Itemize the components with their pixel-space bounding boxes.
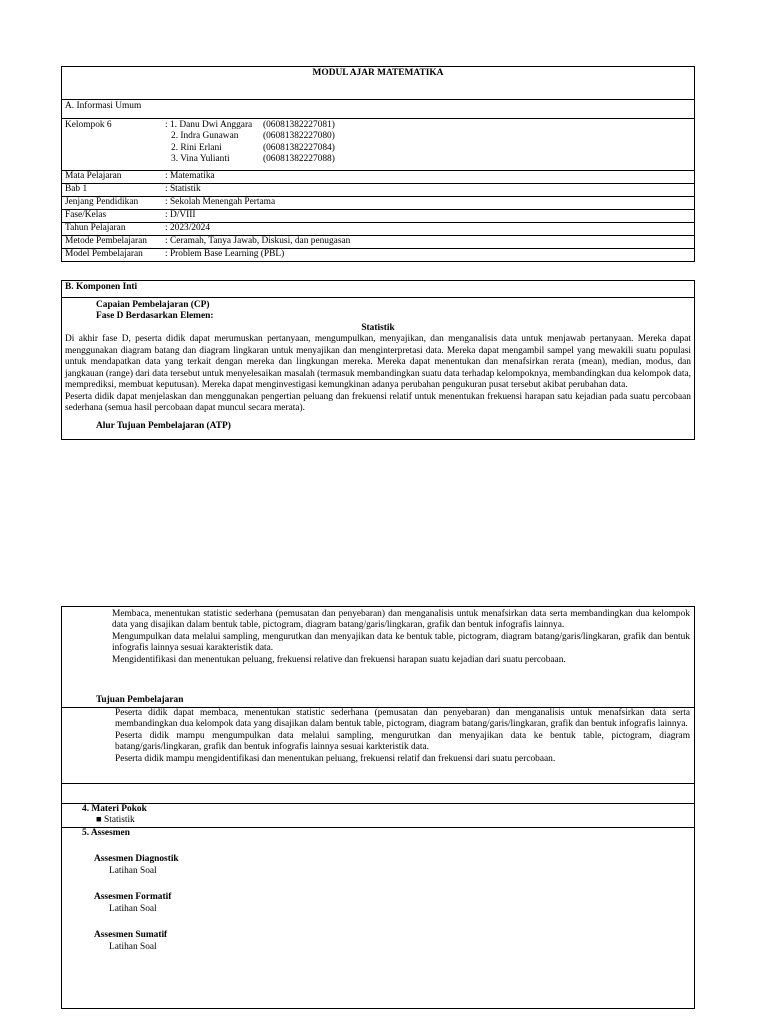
member-name: 2. Indra Gunawan — [171, 131, 239, 142]
asesmen-formatif — [82, 892, 694, 915]
asesmen-sumatif — [82, 930, 694, 953]
member-name: 2. Rini Erlani — [171, 142, 222, 153]
asesmen-diagnostik-title: Assesmen Diagnostik — [94, 854, 179, 865]
info-key: Jenjang Pendidikan — [65, 197, 139, 208]
info-value: : Ceramah, Tanya Jawab, Diskusi, dan penugasan — [165, 236, 351, 247]
info-row-metode — [62, 235, 694, 248]
info-value: : Statistik — [165, 184, 201, 195]
atp-title: Alur Tujuan Pembelajaran (ATP) — [96, 420, 231, 431]
cp-subtitle: Fase D Berdasarkan Elemen: — [96, 311, 214, 322]
info-key: Bab 1 — [65, 184, 88, 195]
tp-title-row — [62, 695, 694, 707]
info-key: Fase/Kelas — [65, 210, 107, 221]
member-4 — [165, 154, 335, 165]
info-row-fase-kelas — [62, 209, 694, 222]
info-key: Tahun Pelajaran — [65, 223, 126, 234]
atp-row — [62, 607, 694, 695]
asesmen-formatif-detail: Latihan Soal — [109, 903, 157, 914]
info-key: Model Pembelajaran — [65, 249, 143, 260]
asesmen-diagnostik-detail: Latihan Soal — [109, 865, 157, 876]
info-key: Mata Pelajaran — [65, 171, 122, 182]
asesmen-title: 5. Assesmen — [82, 828, 130, 838]
info-row-model — [62, 248, 694, 261]
tp-item: Peserta didik mampu mengumpulkan data melalui sampling, mengurutkan dan menyajikan data ke bentuk table, pictogram, diagram batang/garis/lingkaran, grafik dan bentuk infografis lainnya sesuai karkteristik data. — [115, 730, 690, 753]
cp-paragraph-2: Peserta didik dapat menjelaskan dan menggunakan pengertian peluang dan frekuensi relatif untuk menentukan frekuensi harapan satu kejadian pada suatu percobaan sederhana (semua hasil percobaan dapat muncul secara merata). — [65, 391, 691, 414]
atp-table — [61, 606, 695, 1009]
komponen-inti-table — [61, 280, 695, 440]
asesmen-formatif-title: Assesmen Formatif — [94, 892, 172, 903]
tp-item: Peserta didik mampu mengidentifikasi dan menentukan peluang, frekuensi relatif dan frekuensi dari suatu percobaan. — [115, 753, 556, 764]
section-b-row — [62, 281, 694, 297]
info-row-tahun — [62, 222, 694, 235]
info-row-mata-pelajaran — [62, 170, 694, 183]
asesmen-sumatif-detail: Latihan Soal — [109, 941, 157, 952]
cp-paragraph-1: Di akhir fase D, peserta didik dapat merumuskan pertanyaan, mengumpulkan, menyajikan, dan menganalisis data untuk menjawab pertanyaan. Mereka dapat menggunakan diagram batang dan diagram lingkaran untuk menyajikan dan menginterpretasi data. Mereka dapat mengambil sampel yang mewakili suatu populasi untuk mendapatkan data yang terkait dengan mereka dan lingkungan mereka. Mereka dapat menentukan dan menafsirkan rerata (mean), median, modus, dan jangkauan (range) dari data tersebut untuk menyelesaikan masalah (termasuk membandingkan suatu data terhadap kelompoknya, membandingkan dua kelompok data, memprediksi, membuat keputusan). Mereka dapat menginvestigasi kemungkinan adanya perubahan pengukuran pusat tersebut akibat perubahan data. — [65, 334, 691, 391]
member-name: : 1. Danu Dwi Anggara — [165, 120, 253, 130]
info-value: : Sekolah Menengah Pertama — [165, 197, 276, 208]
spacer-row — [62, 783, 694, 803]
statistik-heading: Statistik — [361, 322, 395, 333]
asesmen-sumatif-title: Assesmen Sumatif — [94, 930, 168, 941]
info-key: Metode Pembelajaran — [65, 236, 147, 247]
module-title: MODUL AJAR MATEMATIKA — [312, 68, 444, 78]
info-value: : Problem Base Learning (PBL) — [165, 249, 285, 260]
section-b-heading: B. Komponen Inti — [65, 282, 138, 292]
asesmen-row — [62, 827, 694, 1005]
section-a-row — [62, 99, 694, 118]
member-name: 3. Vina Yulianti — [171, 154, 230, 165]
materi-title: 4. Materi Pokok — [82, 804, 147, 814]
materi-row — [62, 803, 694, 827]
member-id: (06081382227088) — [263, 154, 335, 165]
member-3 — [165, 143, 335, 154]
cp-content — [62, 297, 694, 439]
kelompok-members — [165, 119, 335, 170]
kelompok-label: Kelompok 6 — [65, 120, 112, 130]
cp-title: Capaian Pembelajaran (CP) — [96, 300, 210, 310]
materi-item: ■ Statistik — [96, 815, 135, 826]
atp-item: Membaca, menentukan statistic sederhana (pemusatan dan penyebaran) dan menganalisis untuk menafsirkan data serta membandingkan dua kelompok data yang disajikan dalam bentuk table, pictogram, diagram batang/garis/lingkaran, grafik dan bentuk infografis lainnya. — [112, 609, 690, 631]
member-2 — [165, 131, 335, 142]
tp-title: Tujuan Pembelajaran — [96, 695, 184, 705]
member-id: (06081382227080) — [263, 131, 335, 142]
kelompok-row — [62, 118, 694, 170]
member-id: (06081382227084) — [263, 142, 335, 153]
atp-item: Mengidentifikasi dan menentukan peluang, frekuensi relative dan frekuensi harapan suatu kejadian dari suatu percobaan. — [112, 654, 566, 665]
module-title-row — [62, 67, 694, 99]
info-row-jenjang — [62, 196, 694, 209]
atp-item: Mengumpulkan data melalui sampling, mengurutkan dan menyajikan data ke bentuk table, pictogram, diagram batang/garis/lingkaran, grafik dan bentuk infografis lainnya sesuai karakteristik data. — [112, 631, 690, 654]
info-umum-table — [61, 66, 695, 262]
tp-item: Peserta didik dapat membaca, menentukan statistic sederhana (pemusatan dan penyebaran) dan menganalisis untuk menafsirkan data serta membandingkan dua kelompok data yang disajikan dalam bentuk table, pictogram, diagram batang/garis/lingkaran, grafik dan bentuk infografis lainnya. — [115, 708, 690, 730]
info-value: : 2023/2024 — [165, 223, 211, 234]
member-1 — [165, 120, 335, 131]
info-value: : D/VIII — [165, 210, 196, 221]
tp-row — [62, 707, 694, 783]
asesmen-diagnostik — [82, 854, 694, 877]
member-id: (06081382227081) — [263, 120, 335, 130]
info-value: : Matematika — [165, 171, 215, 182]
section-a-heading: A. Informasi Umum — [65, 101, 142, 111]
info-row-bab — [62, 183, 694, 196]
